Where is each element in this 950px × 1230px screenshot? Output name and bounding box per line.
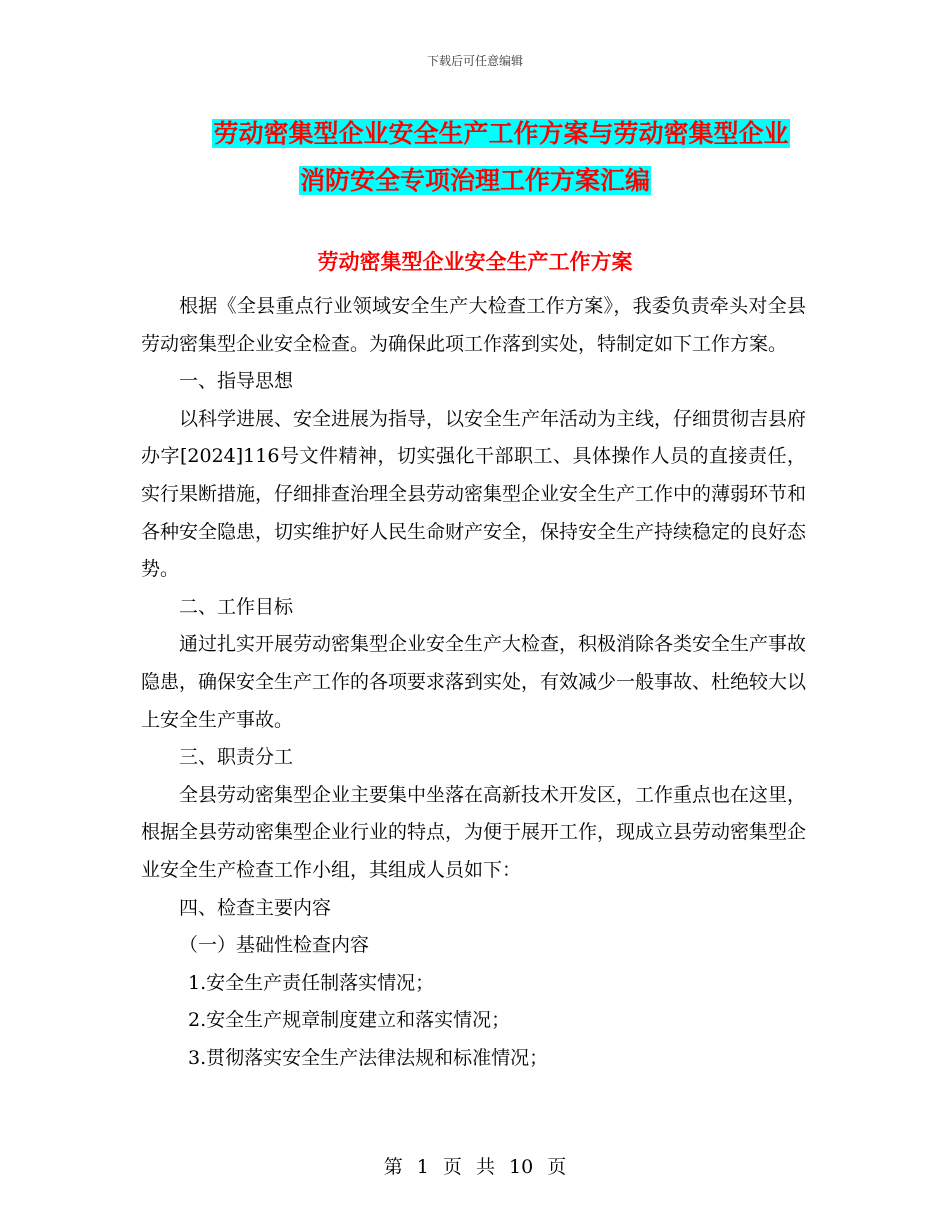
subheading-basic-inspection: （一）基础性检查内容	[179, 934, 370, 957]
heading-guiding-ideology: 一、指导思想	[179, 370, 294, 393]
document-body	[141, 288, 806, 1077]
total-unit: 页	[547, 1156, 567, 1178]
document-title	[0, 110, 950, 204]
intro-paragraph: 根据《全县重点行业领域安全生产大检查工作方案》，我委负责牵头对全县劳动密集型企业安全检查。为确保此项工作落到实处，特制定如下工作方案。	[141, 295, 806, 355]
heading-responsibilities: 三、职责分工	[179, 746, 294, 769]
section-title: 劳动密集型企业安全生产工作方案	[317, 249, 633, 274]
header-note: 下载后可任意编辑	[426, 54, 523, 68]
paragraph-work-goals: 通过扎实开展劳动密集型企业安全生产大检查，积极消除各类安全生产事故隐患，确保安全生产工作的各项要求落到实处，有效减少一般事故、杜绝较大以上安全生产事故。	[141, 633, 807, 731]
list-item: 3.贯彻落实安全生产法律法规和标准情况；	[188, 1046, 549, 1069]
heading-inspection-content: 四、检查主要内容	[179, 896, 332, 919]
total-pages: 10	[509, 1156, 534, 1178]
total-label: 共	[475, 1156, 495, 1178]
list-item: 1.安全生产责任制落实情况；	[188, 971, 435, 994]
page-number: 1	[416, 1156, 429, 1178]
heading-work-goals: 二、工作目标	[179, 595, 294, 618]
page-label: 第	[383, 1156, 403, 1178]
document-title-line-1: 劳动密集型企业安全生产工作方案与劳动密集型企业	[213, 119, 789, 148]
page-footer	[0, 1152, 950, 1179]
document-title-line-2: 消防安全专项治理工作方案汇编	[299, 166, 650, 195]
list-item: 2.安全生产规章制度建立和落实情况；	[188, 1009, 511, 1032]
paragraph-responsibilities: 全县劳动密集型企业主要集中坐落在高新技术开发区，工作重点也在这里，根据全县劳动密集型企业行业的特点，为便于展开工作，现成立县劳动密集型企业安全生产检查工作小组，其组成人员如下：	[141, 783, 807, 881]
paragraph-guiding-ideology: 以科学进展、安全进展为指导，以安全生产年活动为主线，仔细贯彻吉县府办字[2024]116号文件精神，切实强化干部职工、具体操作人员的直接责任，实行果断措施，仔细排查治理全县劳动密集型企业安全生产工作中的薄弱环节和各种安全隐患，切实维护好人民生命财产安全，保持安全生产持续稳定的良好态势。	[141, 407, 807, 581]
page-unit: 页	[442, 1156, 462, 1178]
